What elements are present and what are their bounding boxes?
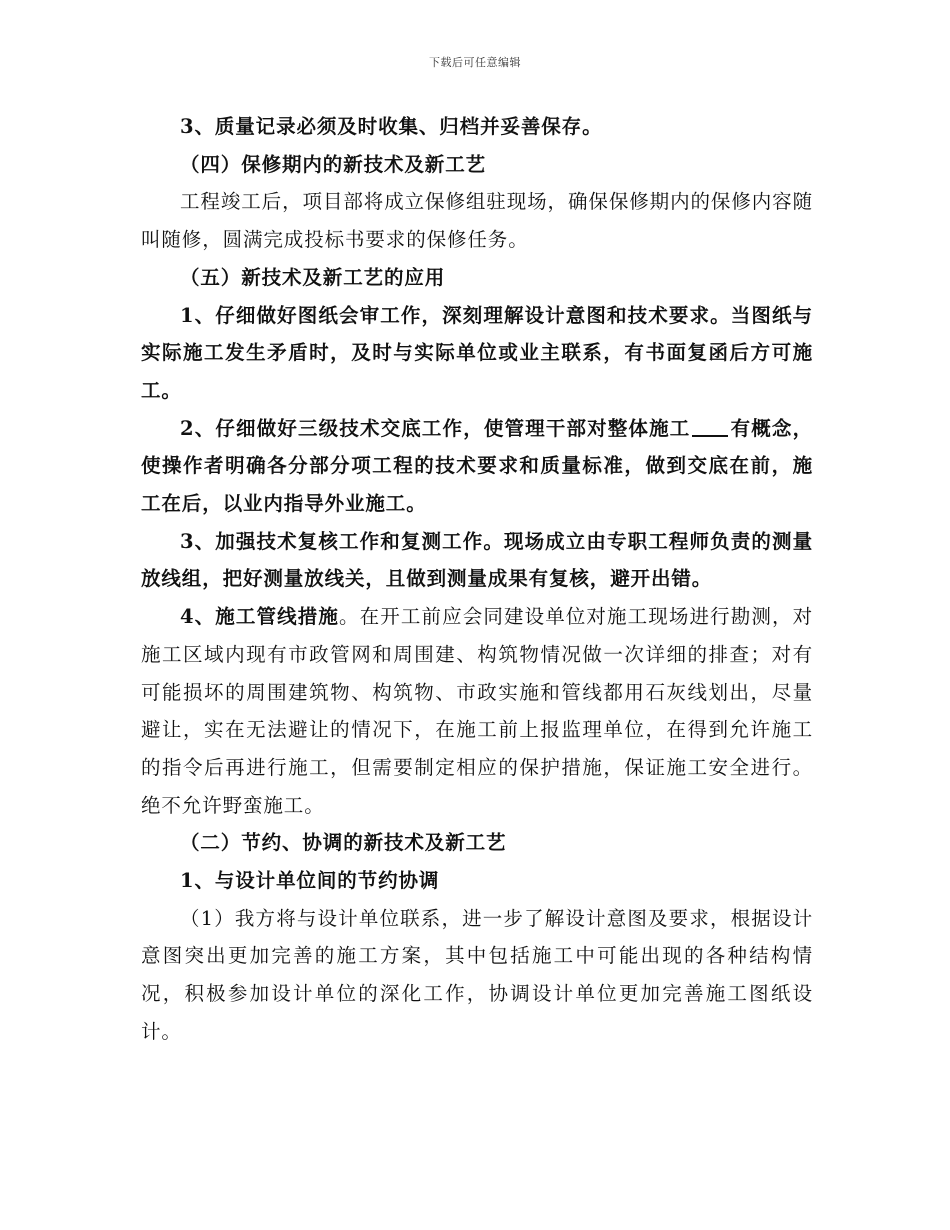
blank-underline	[692, 413, 728, 437]
paragraph-warranty: 工程竣工后，项目部将成立保修组驻现场，确保保修期内的保修内容随叫随修，圆满完成投标书要求的保修任务。	[141, 190, 813, 252]
subheading-design-unit: 1、与设计单位间的节约协调	[180, 869, 440, 893]
paragraph-pipeline-measures	[141, 598, 813, 824]
technical-briefing-text-start: 2、仔细做好三级技术交底工作，使管理干部对整体施工	[180, 416, 691, 440]
paragraph-design-coordination: （1）我方将与设计单位联系，进一步了解设计意图及要求，根据设计意图突出更加完善的施工方案，其中包括施工中可能出现的各种结构情况，积极参加设计单位的深化工作，协调设计单位更加完善施工图纸设计。	[141, 906, 813, 1043]
paragraph-technical-briefing	[141, 410, 813, 523]
section-heading-application: （五）新技术及新工艺的应用	[180, 265, 446, 289]
section-heading-coordination: （二）节约、协调的新技术及新工艺	[180, 831, 507, 855]
page-header-note: 下载后可任意编辑	[429, 56, 521, 69]
document-body	[141, 108, 813, 1051]
technical-briefing-text-end: 有概念，使操作者明确各分部分项工程的技术要求和质量标准，做到交底在前，施工在后，以业内指导外业施工。	[141, 416, 813, 516]
paragraph-drawing-review: 1、仔细做好图纸会审工作，深刻理解设计意图和技术要求。当图纸与实际施工发生矛盾时，及时与实际单位或业主联系，有书面复函后方可施工。	[141, 303, 813, 402]
pipeline-measures-lead: 4、施工管线措施	[180, 605, 340, 629]
pipeline-measures-text: 。在开工前应会同建设单位对施工现场进行勘测，对施工区域内现有市政管网和周围建、构筑物情况做一次详细的排查；对有可能损坏的周围建筑物、构筑物、市政实施和管线都用石灰线划出，尽量避让，实在无法避让的情况下，在施工前上报监理单位，在得到允许施工的指令后再进行施工，但需要制定相应的保护措施，保证施工安全进行。绝不允许野蛮施工。	[141, 605, 813, 817]
section-heading-warranty: （四）保修期内的新技术及新工艺	[180, 152, 487, 176]
paragraph-quality-records: 3、质量记录必须及时收集、归档并妥善保存。	[180, 115, 603, 138]
paragraph-technical-recheck: 3、加强技术复核工作和复测工作。现场成立由专职工程师负责的测量放线组，把好测量放线关，且做到测量成果有复核，避开出错。	[141, 529, 813, 591]
